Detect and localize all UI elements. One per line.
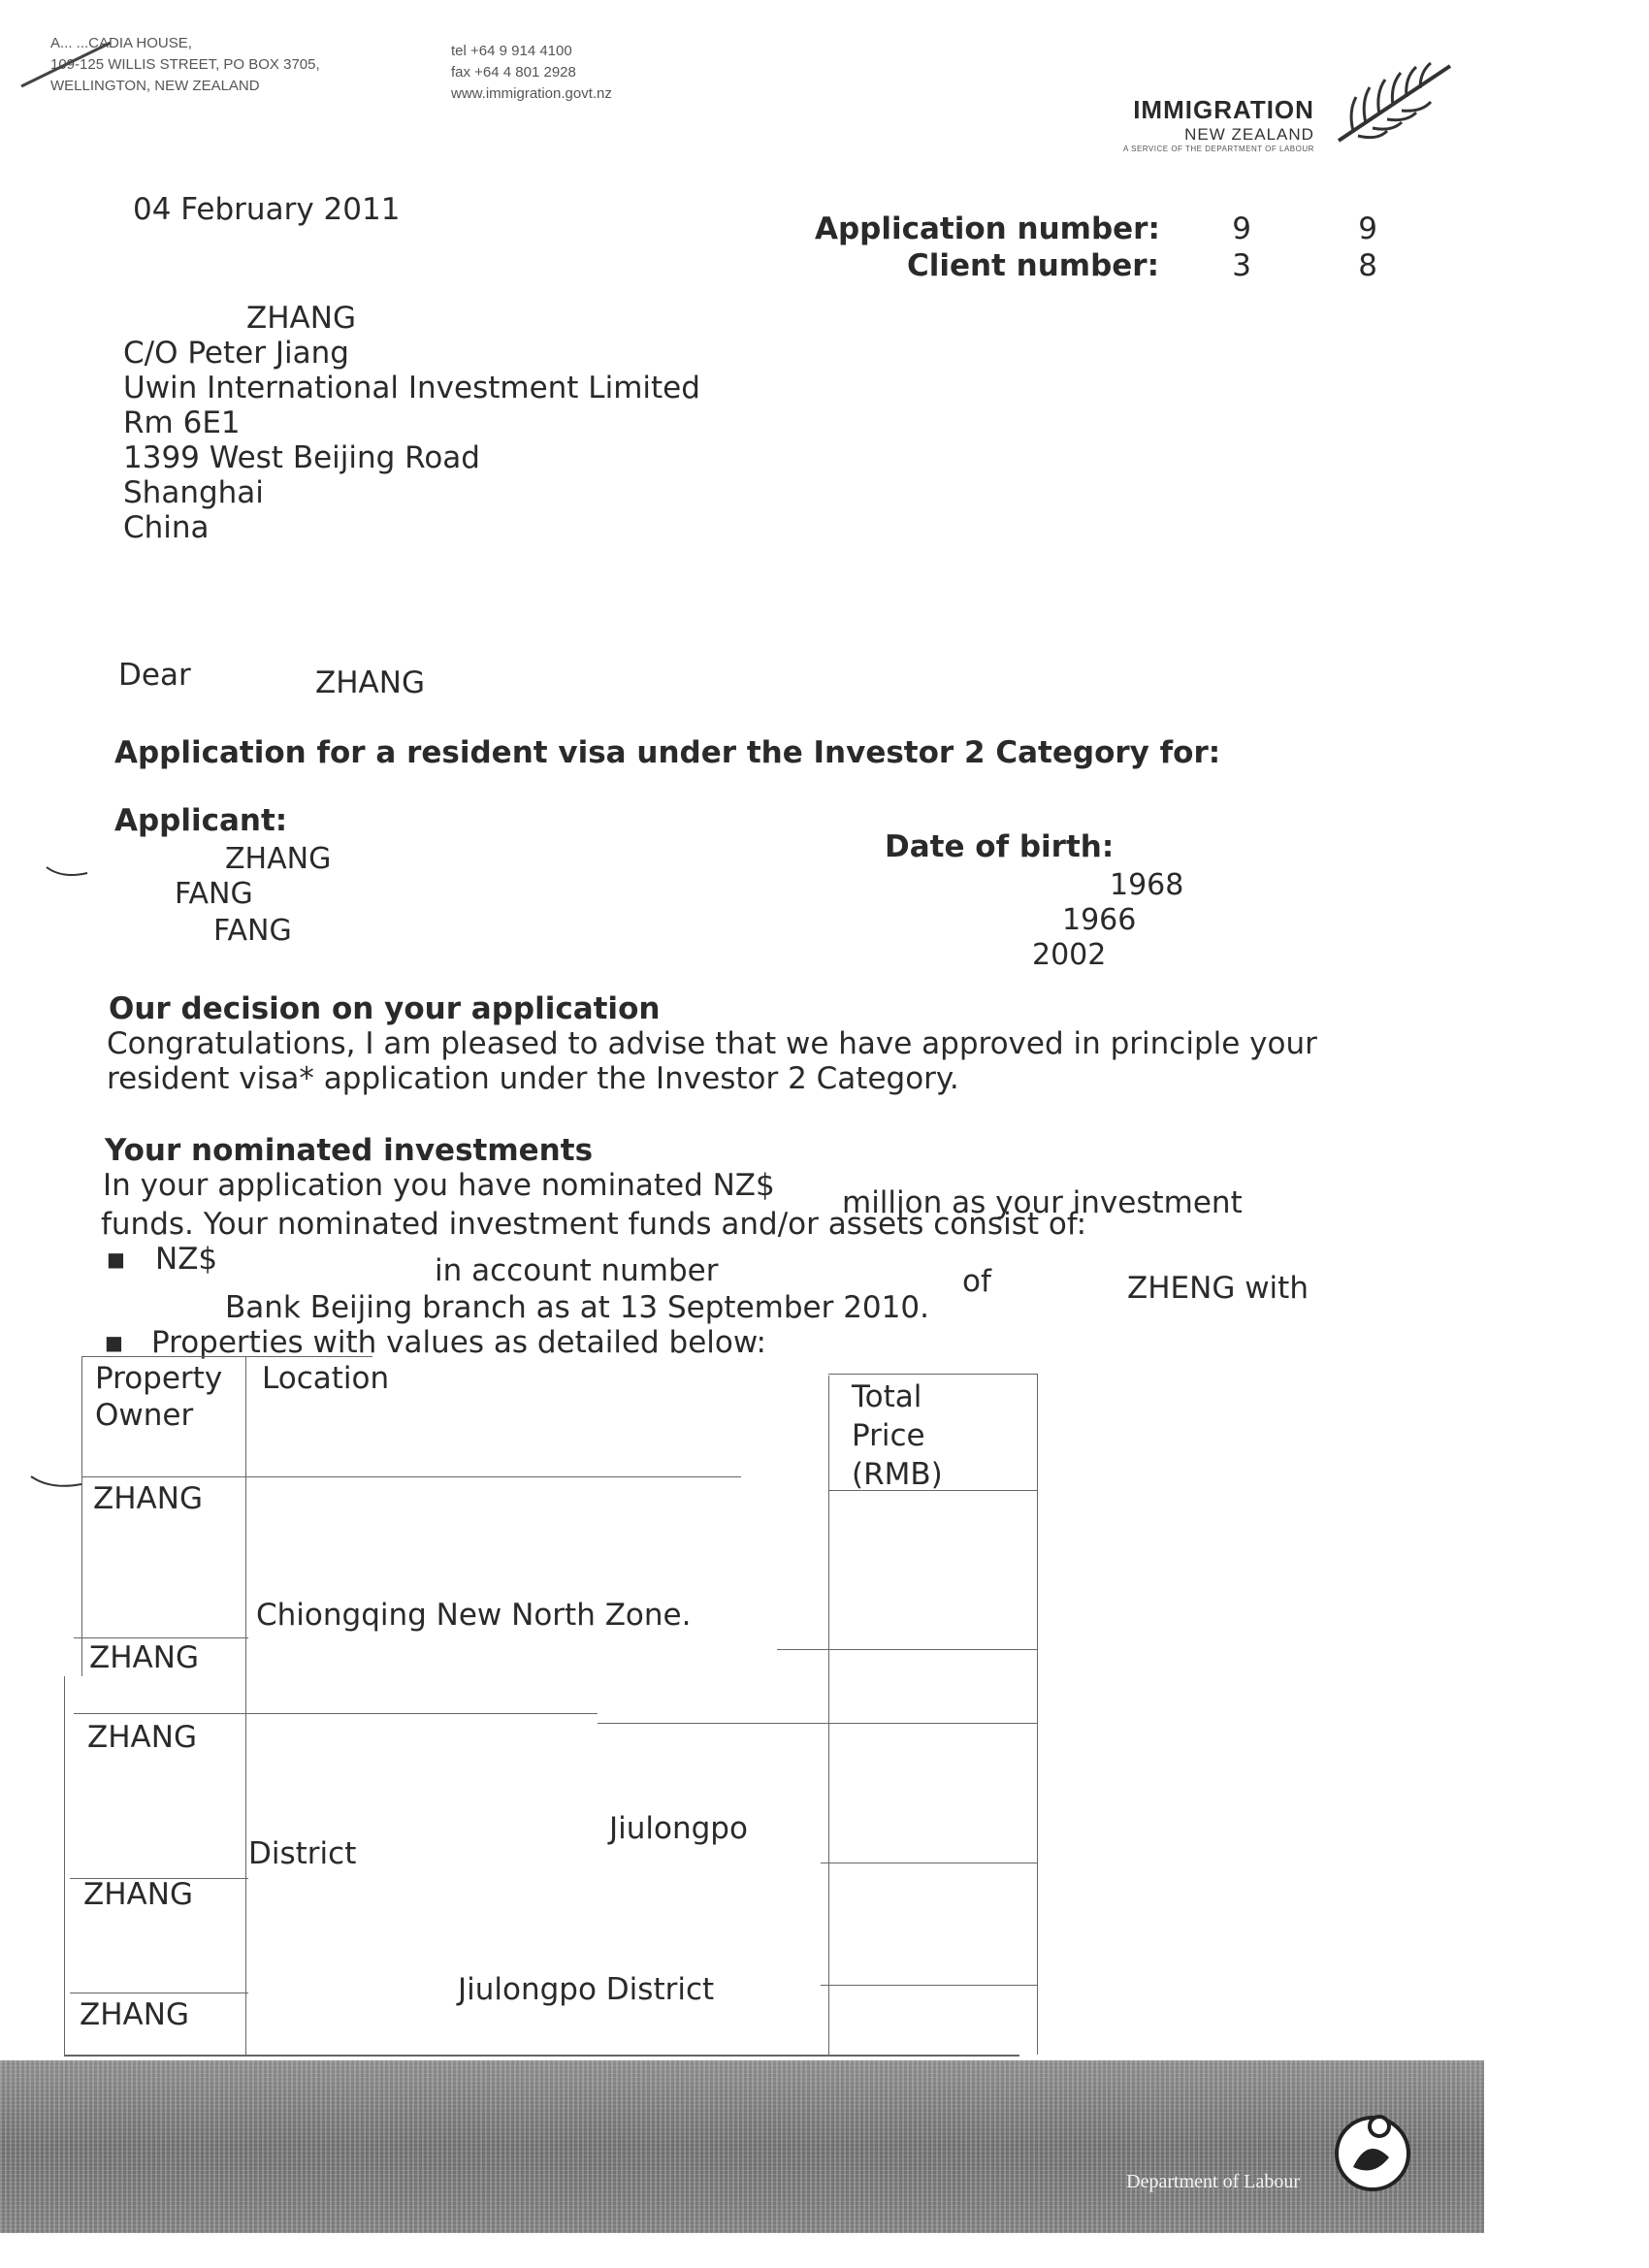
header-owner-line-1: Property	[95, 1361, 223, 1396]
logo-title: IMMIGRATION	[1133, 95, 1314, 124]
recipient-line-city: Shanghai	[123, 475, 264, 510]
recipient-line-street: 1399 West Beijing Road	[123, 440, 480, 475]
address-line-2: 109-125 WILLIS STREET, PO BOX 3705,	[50, 56, 320, 73]
header-price-line-2: Price	[852, 1418, 925, 1453]
web-line: www.immigration.govt.nz	[451, 85, 612, 102]
applicant-name-1: ZHANG	[225, 842, 332, 876]
fax-line: fax +64 4 801 2928	[451, 64, 576, 81]
dob-label: Date of birth:	[885, 829, 1115, 864]
pen-stroke-mark	[14, 33, 120, 91]
recipient-line-care-of: C/O Peter Jiang	[123, 336, 349, 371]
row-3-location: Jiulongpo	[609, 1811, 748, 1846]
header-price-line-1: Total	[852, 1379, 922, 1414]
decision-heading: Our decision on your application	[109, 991, 661, 1026]
applicant-name-3: FANG	[213, 914, 292, 948]
salutation-name: ZHANG	[315, 665, 425, 700]
bullet-1-currency: NZ$	[155, 1242, 218, 1277]
bullet-1-account: in account number	[435, 1253, 719, 1288]
address-line-1: A... ...CADIA HOUSE,	[50, 35, 192, 51]
recipient-name: ZHANG	[246, 301, 356, 336]
row-5-location: Jiulongpo District	[458, 1972, 715, 2007]
header-location: Location	[262, 1361, 390, 1396]
letter-date: 04 February 2011	[133, 192, 401, 227]
salutation-dear: Dear	[118, 658, 191, 693]
address-line-3: WELLINGTON, NEW ZEALAND	[50, 78, 260, 94]
recipient-line-company: Uwin International Investment Limited	[123, 371, 700, 405]
silver-fern-icon	[1329, 58, 1455, 150]
application-number-label: Application number:	[815, 211, 1160, 246]
dob-1: 1968	[1110, 868, 1184, 902]
header-property-owner	[95, 1360, 222, 1434]
decision-text: Congratulations, I am pleased to advise that we have approved in principle your resident visa* application under the Investor 2 Category.	[107, 1026, 1317, 1096]
header-total-price	[852, 1377, 943, 1494]
logo-tagline: A SERVICE OF THE DEPARTMENT OF LABOUR	[1123, 145, 1314, 153]
bullet-2-icon: ■	[105, 1331, 123, 1354]
investments-text-b: million as your investment	[842, 1185, 1243, 1220]
row-3-owner: ZHANG	[87, 1720, 197, 1755]
investments-text-a: In your application you have nominated NZ$	[103, 1168, 775, 1203]
dob-2: 1966	[1062, 903, 1137, 937]
row-2-owner: ZHANG	[89, 1640, 199, 1675]
header-price-line-3: (RMB)	[852, 1457, 943, 1492]
recipient-line-room: Rm 6E1	[123, 405, 241, 440]
bullet-1-holder: ZHENG with	[1127, 1271, 1309, 1306]
investments-text-c: funds. Your nominated investment funds and/or assets consist of:	[101, 1207, 1087, 1242]
department-of-labour-logo-icon	[1329, 2107, 1416, 2194]
applicant-name-2: FANG	[175, 877, 253, 911]
pen-tick-mark-2	[27, 1471, 85, 1500]
contact-block	[451, 41, 612, 105]
investments-heading: Your nominated investments	[105, 1133, 594, 1168]
client-number-part1: 3	[1232, 248, 1251, 283]
header-owner-line-2: Owner	[95, 1398, 194, 1433]
footer-band	[0, 2060, 1484, 2233]
immigration-logo	[1123, 95, 1314, 153]
tel-line: tel +64 9 914 4100	[451, 43, 572, 59]
application-number-part1: 9	[1232, 211, 1251, 246]
applicant-label: Applicant:	[114, 803, 288, 838]
bullet-2-text: Properties with values as detailed below:	[151, 1325, 766, 1360]
row-4-location: District	[248, 1836, 357, 1871]
footer-department: Department of Labour	[1126, 2171, 1300, 2192]
row-2-location: Chiongqing New North Zone.	[256, 1598, 692, 1633]
bullet-1-of: of	[962, 1264, 991, 1299]
application-number-part2: 9	[1358, 211, 1377, 246]
row-5-owner: ZHANG	[80, 1997, 189, 2032]
pen-tick-mark	[43, 859, 91, 889]
letter-subject: Application for a resident visa under the Investor 2 Category for:	[114, 735, 1221, 770]
reference-block	[815, 211, 1377, 285]
dob-3: 2002	[1032, 938, 1107, 972]
logo-subtitle: NEW ZEALAND	[1184, 125, 1314, 144]
bullet-1-bank: Bank Beijing branch as at 13 September 2010.	[225, 1290, 929, 1325]
recipient-address	[123, 301, 700, 545]
row-4-owner: ZHANG	[83, 1877, 193, 1912]
recipient-line-country: China	[123, 510, 210, 545]
client-number-part2: 8	[1358, 248, 1377, 283]
row-1-owner: ZHANG	[93, 1481, 203, 1516]
client-number-label: Client number:	[906, 248, 1159, 283]
property-table	[64, 1356, 1039, 2035]
bullet-1-icon: ■	[107, 1247, 125, 1271]
